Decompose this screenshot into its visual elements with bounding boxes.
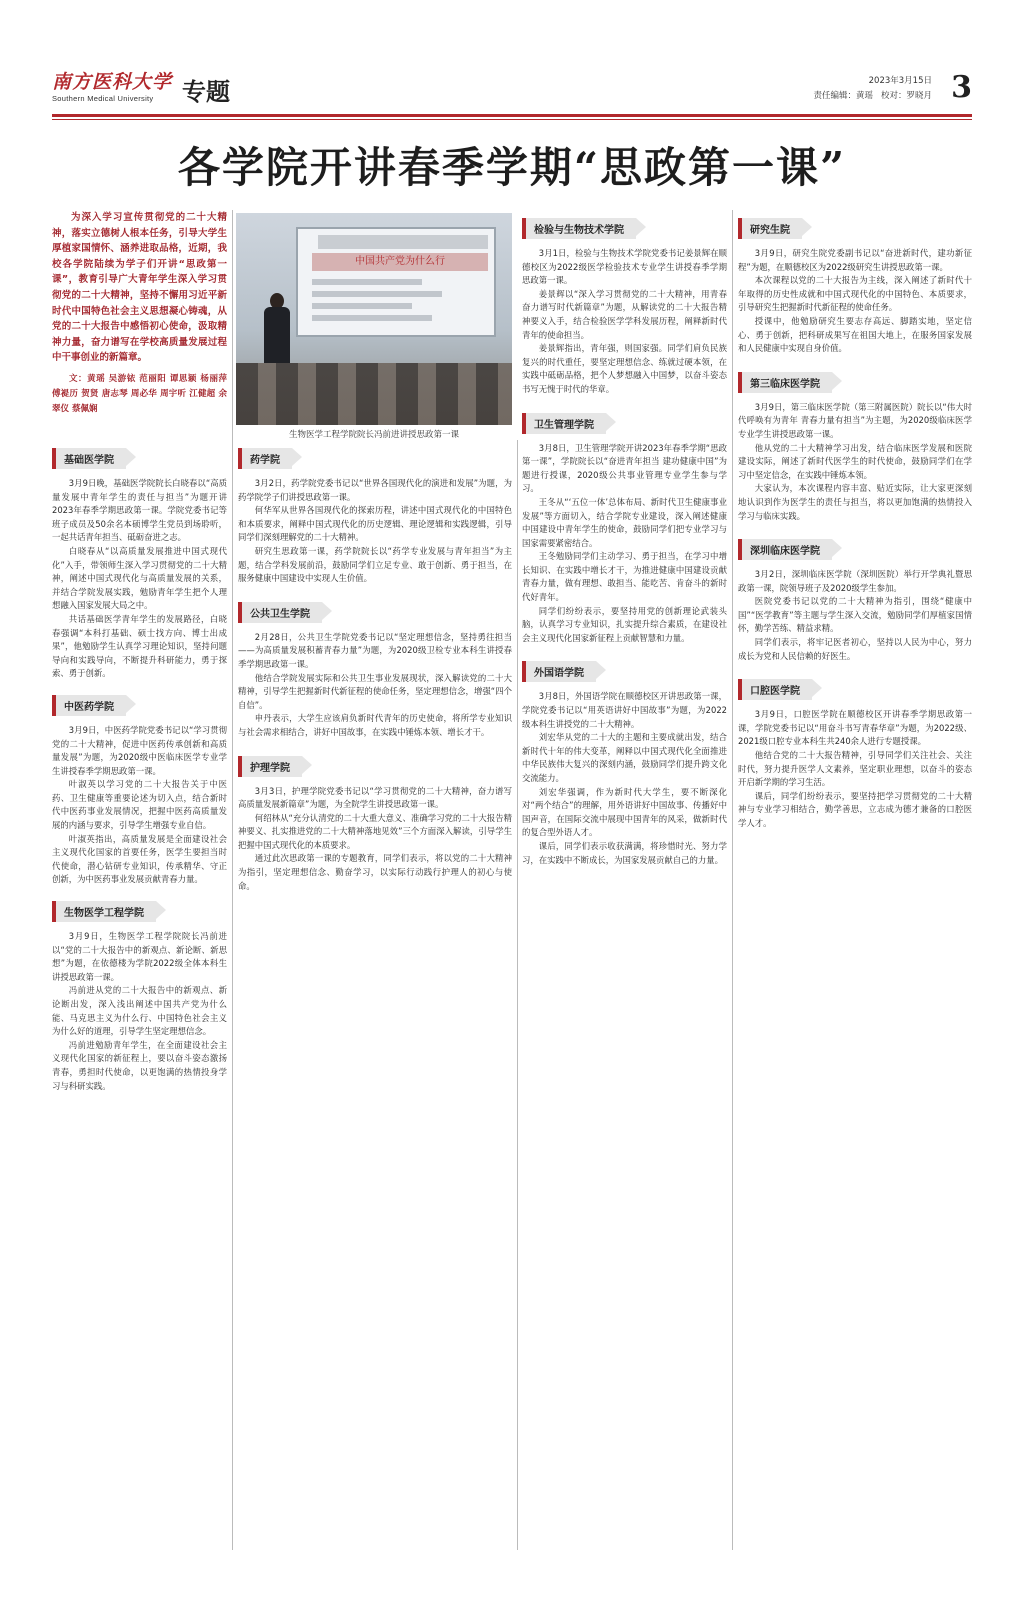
article-paragraph: 医院党委书记以党的二十大精神为指引，围绕“健康中国”“医学教育”等主题与学生深入交流，勉励同学们厚植家国情怀，勤学苦练、精益求精。 — [738, 596, 972, 634]
speaker-figure — [264, 293, 290, 363]
logo-english: Southern Medical University — [52, 94, 154, 103]
article-tag: 第三临床医学院 — [738, 372, 832, 393]
section-title: 专题 — [182, 77, 230, 106]
article-paragraph: 叶淑英以学习党的二十大报告关于中医药、卫生健康等重要论述为切入点，结合新时代中医药事业发展情况，把握中医药高质量发展的内涵与要求，引导学生增强专业自信。 — [52, 779, 227, 831]
article-paragraph: 大家认为，本次课程内容丰富、贴近实际，让大家更深刻地认识到作为医学生的责任与担当，将以更加饱满的热情投入学习与临床实践。 — [738, 483, 972, 521]
article-paragraph: 何绍林从“充分认清党的二十大重大意义、准确学习党的二十大报告精神要义、扎实推进党的二十大精神落地见效”三个方面深入解读，引导学生把握中国式现代化的本质要求。 — [238, 812, 512, 850]
editor-credit: 责任编辑：黄瑶 — [813, 91, 873, 101]
article-waiguoyu — [522, 653, 727, 867]
article-paragraph: 同学们纷纷表示，要坚持用党的创新理论武装头脑，认真学习专业知识，扎实提升综合素质，在建设社会主义现代化国家新征程上贡献智慧和力量。 — [522, 605, 727, 643]
article-paragraph: 刘宏华从党的二十大的主题和主要成就出发，结合新时代十年的伟大变革，阐释以中国式现代化全面推进中华民族伟大复兴的深刻内涵，鼓励同学们提升跨文化交流能力。 — [522, 732, 727, 783]
article-tag: 公共卫生学院 — [238, 602, 322, 623]
article-paragraph: 3月2日，药学院党委书记以“世界各国现代化的演进和发展”为题，为药学院学子们讲授思政第一课。 — [238, 478, 512, 502]
logo-chinese: 南方医科大学 — [52, 71, 173, 93]
article-paragraph: 何华军从世界各国现代化的探索历程，讲述中国式现代化的中国特色和本质要求，阐释中国式现代化的历史逻辑、理论逻辑和实践逻辑，引导同学们深刻理解党的二十大精神。 — [238, 505, 512, 543]
article-paragraph: 3月2日，深圳临床医学院（深圳医院）举行开学典礼暨思政第一课，院领导班子及2020级学生参加。 — [738, 569, 972, 593]
article-paragraph: 3月9日，口腔医学院在顺德校区开讲春季学期思政第一课，学院党委书记以“用奋斗书写青春华章”为题，为2022级、2021级口腔专业本科生共240余人进行专题授课。 — [738, 709, 972, 747]
projection-screen — [296, 227, 496, 337]
intro-authors: 文：黄瑶 吴游铱 范丽阳 谭思颖 杨丽萍 傅褆历 贺贤 唐志琴 周必华 周宇听 江健超 余翠仪 蔡佩娴 — [52, 373, 227, 414]
article-paragraph: 白晓春从“以高质量发展推进中国式现代化”入手，带领师生深入学习贯彻党的二十大精神，阐述中国式现代化与高质量发展的关系，并结合学院发展实践，勉励青年学生把个人理想融入国家发展大局之中。 — [52, 545, 227, 611]
page-number: 3 — [951, 70, 972, 105]
header-rule-thin — [52, 119, 972, 120]
intro-text: 为深入学习宣传贯彻党的二十大精神，落实立德树人根本任务，引导大学生厚植家国情怀、涵养进取品格，近期，我校各学院陆续为学子们开讲“思政第一课”，教育引导广大青年学生深入学习贯彻党的二十大精神，坚持不懈用习近平新时代中国特色社会主义思想凝心铸魂，从党的二十大报告中感悟初心使命，汲取精神力量，奋力谱写在学校高质量发展过程中干事创业的新篇章。 — [52, 212, 227, 364]
article-paragraph: 他从党的二十大精神学习出发，结合临床医学发展和医院建设实际，阐述了新时代医学生的时代使命，鼓励同学们在学习中坚定信念，在实践中锤炼本领。 — [738, 442, 972, 480]
article-yanjiusheng — [738, 210, 972, 356]
article-paragraph: 他结合学院发展实际和公共卫生事业发展现状，深入解读党的二十大精神，引导学生把握新时代新征程的使命任务，坚定理想信念，增强“四个自信”。 — [238, 672, 512, 710]
article-kouqiang — [738, 671, 972, 830]
header-rule — [52, 114, 972, 117]
audience-desks — [236, 363, 512, 425]
article-yaoxue — [238, 440, 512, 586]
article-tag: 药学院 — [238, 448, 292, 469]
article-paragraph: 课后，同学们纷纷表示，要坚持把学习贯彻党的二十大精神与专业学习相结合，勤学善思，立志成为德才兼备的口腔医学人才。 — [738, 790, 972, 828]
article-paragraph: 王冬从“‘五位一体’总体布局、新时代卫生健康事业发展”等方面切入，结合学院专业建设，深入阐述健康中国建设中青年学生的使命，鼓励同学们把专业学习与国家需要紧密结合。 — [522, 496, 727, 548]
article-paragraph: 王冬勉励同学们主动学习、勇于担当，在学习中增长知识、在实践中增长才干，为推进健康中国建设贡献青春力量，做有理想、敢担当、能吃苦、肯奋斗的新时代好青年。 — [522, 551, 727, 603]
intro-box — [52, 210, 227, 417]
university-logo — [52, 70, 172, 110]
screen-title: 中国共产党为什么行 — [312, 253, 488, 271]
article-paragraph: 3月9日晚，基础医学院院长白晓春以“高质量发展中青年学生的责任与担当”为题开讲2023年春季学期思政第一课。学院党委书记等班子成员及50余名本硕博学生党员到场聆听，一起共话青年担当、砥砺奋进之志。 — [52, 478, 227, 543]
lecture-photo — [236, 213, 512, 425]
article-huli — [238, 748, 512, 894]
article-tag: 检验与生物技术学院 — [522, 218, 636, 239]
article-paragraph: 3月9日，研究生院党委副书记以“奋进新时代，建功新征程”为题，在顺德校区为2022级研究生讲授思政第一课。 — [738, 248, 972, 272]
column-3 — [522, 210, 727, 867]
photo-caption: 生物医学工程学院院长冯前进讲授思政第一课 — [288, 430, 459, 440]
article-tag: 口腔医学院 — [738, 679, 812, 700]
article-paragraph: 同学们表示，将牢记医者初心，坚持以人民为中心，努力成长为党和人民信赖的好医生。 — [738, 637, 972, 661]
article-paragraph: 姜景辉以“深入学习贯彻党的二十大精神，用青春奋力谱写时代新篇章”为题，从解读党的二十大报告精神要义入手，结合检验医学学科发展历程，阐释新时代青年的使命担当。 — [522, 288, 727, 340]
article-paragraph: 授课中，他勉励研究生要志存高远、脚踏实地，坚定信心、勇于创新，把科研成果写在祖国大地上，在服务国家发展和人民健康中实现自身价值。 — [738, 315, 972, 354]
article-paragraph: 3月9日，第三临床医学院（第三附属医院）院长以“伟大时代呼唤有为青年 青春力量有担当”为主题，为2020级临床医学专业学生讲授思政第一课。 — [738, 401, 972, 439]
article-paragraph: 3月9日，中医药学院党委书记以“学习贯彻党的二十大精神，促进中医药传承创新和高质量发展”为题，为2020级中医临床医学专业学生讲授春季学期思政第一课。 — [52, 724, 227, 776]
article-tag: 基础医学院 — [52, 448, 126, 469]
article-paragraph: 冯前进从党的二十大报告中的新观点、新论断出发，深入浅出阐述中国共产党为什么能、马克思主义为什么行、中国特色社会主义为什么好的道理，引导学生坚定理想信念。 — [52, 985, 227, 1037]
article-paragraph: 3月1日，检验与生物技术学院党委书记姜景辉在顺德校区为2022级医学检验技术专业学生讲授春季学期思政第一课。 — [522, 248, 727, 286]
masthead — [52, 70, 972, 114]
article-tag: 护理学院 — [238, 756, 302, 777]
article-tag: 研究生院 — [738, 218, 802, 239]
article-gonggong — [238, 594, 512, 740]
article-paragraph: 2月28日，公共卫生学院党委书记以“坚定理想信念，坚持勇往担当——为高质量发展积蓄青春力量”为题，为2020级卫检专业本科生讲授春季学期思政第一课。 — [238, 631, 512, 669]
article-paragraph: 姜景辉指出，青年强，则国家强。同学们肩负民族复兴的时代重任，要坚定理想信念、练就过硬本领，在实践中砥砺品格，把个人梦想融入中国梦，以奋斗姿态书写无愧于时代的华章。 — [522, 343, 727, 394]
article-jianyan — [522, 210, 727, 397]
issue-info — [805, 74, 932, 104]
article-zhongyiyao — [52, 687, 227, 887]
article-tag: 卫生管理学院 — [522, 413, 606, 434]
article-paragraph: 他结合党的二十大报告精神，引导同学们关注社会、关注时代，努力提升医学人文素养，坚定职业理想，以奋斗的姿态开启新学期的学习生活。 — [738, 750, 972, 788]
proofreader-credit: 校对：罗晓月 — [880, 91, 932, 101]
article-paragraph: 课后，同学们表示收获满满，将珍惜时光、努力学习，在实践中不断成长，为国家发展贡献自己的力量。 — [522, 840, 727, 865]
article-tag: 中医药学院 — [52, 695, 126, 716]
article-paragraph: 通过此次思政第一课的专题教育，同学们表示，将以党的二十大精神为指引，坚定理想信念、勤奋学习，以实际行动践行护理人的初心与使命。 — [238, 853, 512, 891]
article-paragraph: 研究生思政第一课，药学院院长以“药学专业发展与青年担当”为主题，结合学科发展前沿，鼓励同学们立足专业、敢于创新、勇于担当，在服务健康中国建设中实现人生价值。 — [238, 545, 512, 584]
article-paragraph: 3月8日，卫生管理学院开讲2023年春季学期“思政第一课”，学院院长以“奋进青年担当 建功健康中国”为题进行授课，2020级公共事业管理专业学生参与学习。 — [522, 442, 727, 494]
article-weisheng — [522, 405, 727, 646]
issue-date: 2023年3月15日 — [868, 76, 932, 86]
column-2 — [238, 440, 512, 893]
column-4 — [738, 210, 972, 831]
article-paragraph: 3月3日，护理学院党委书记以“学习贯彻党的二十大精神，奋力谱写高质量发展新篇章”为题，为全院学生讲授思政第一课。 — [238, 785, 512, 810]
article-paragraph: 刘宏华强调，作为新时代大学生，要不断深化对“两个结合”的理解，用外语讲好中国故事、传播好中国声音，在国际交流中展现中国青年的风采，做新时代的复合型外语人才。 — [522, 786, 727, 838]
article-paragraph: 本次课程以党的二十大报告为主线，深入阐述了新时代十年取得的历史性成就和中国式现代化的中国特色、本质要求，引导研究生把握新时代新征程的使命任务。 — [738, 275, 972, 313]
article-tag: 外国语学院 — [522, 661, 596, 682]
article-paragraph: 共话基础医学青年学生的发展路径，白晓春强调“本科打基础、硕士找方向、博士出成果”，他勉励学生认真学习理论知识，坚持问题导向和实践导向，不断提升科研能力，勇于探索、勇于创新。 — [52, 613, 227, 679]
article-tag: 生物医学工程学院 — [52, 901, 156, 922]
article-tag: 深圳临床医学院 — [738, 539, 832, 560]
headline: 各学院开讲春季学期“思政第一课” — [177, 143, 847, 192]
article-shengwu — [52, 893, 227, 1093]
column-1 — [52, 440, 227, 1093]
article-jichu — [52, 440, 227, 681]
article-paragraph: 3月9日，生物医学工程学院院长冯前进以“党的二十大报告中的新观点、新论断、新思想”为题，在依德楼为学院2022级全体本科生讲授思政第一课。 — [52, 931, 227, 982]
article-shenzhen — [738, 531, 972, 663]
article-paragraph: 冯前进勉励青年学生，在全面建设社会主义现代化国家的新征程上，要以奋斗姿态激扬青春，勇担时代使命，以更饱满的热情投身学习与科研实践。 — [52, 1039, 227, 1091]
article-paragraph: 叶淑英指出，高质量发展是全面建设社会主义现代化国家的首要任务，医学生要担当时代使命，潜心钻研专业知识，传承精华、守正创新，为中医药事业发展贡献青春力量。 — [52, 833, 227, 885]
article-paragraph: 3月8日，外国语学院在顺德校区开讲思政第一课，学院党委书记以“用英语讲好中国故事”为题，为2022级本科生讲授党的二十大精神。 — [522, 691, 727, 729]
article-disan — [738, 364, 972, 523]
article-paragraph: 申丹表示，大学生应该肩负新时代青年的历史使命，将所学专业知识与社会需求相结合，讲好中国故事，在实践中锤炼本领、增长才干。 — [238, 713, 512, 737]
